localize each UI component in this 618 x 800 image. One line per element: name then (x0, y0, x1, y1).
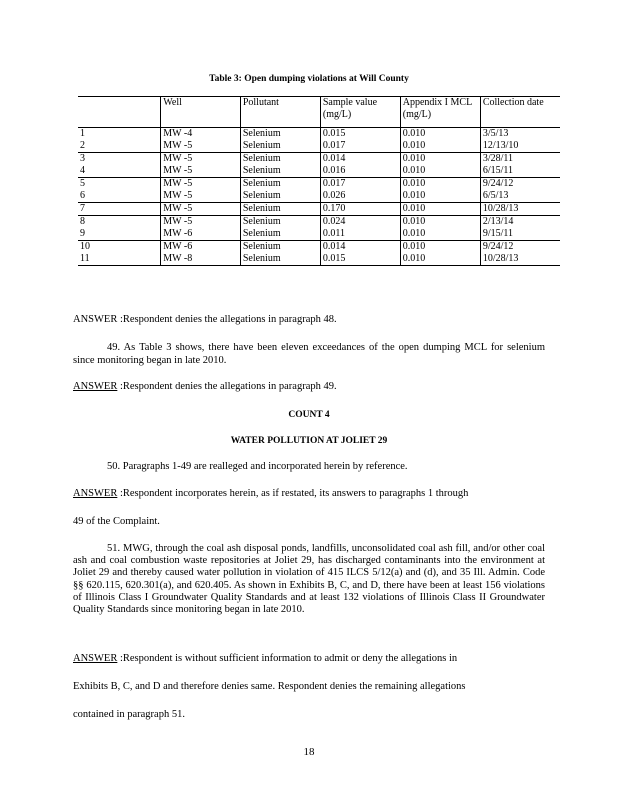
table-cell: 7 (78, 203, 161, 216)
table-cell: 5 (80, 178, 85, 189)
table-cell: 0.017 (320, 140, 400, 153)
table-cell: 0.010 (400, 153, 480, 166)
table-cell: MW -5 (161, 165, 241, 178)
table-cell: 3/5/13 (480, 128, 560, 141)
table-row (78, 216, 560, 229)
table-cell: 6 (78, 190, 161, 203)
table-row (78, 165, 560, 178)
paragraph-50: 50. Paragraphs 1-49 are realleged and incorporated herein by reference. (107, 461, 408, 472)
table-cell: MW -5 (161, 178, 241, 191)
table-cell: 10/28/13 (480, 253, 560, 266)
table-row (78, 178, 560, 191)
table-cell: 0.011 (320, 228, 400, 241)
table-cell: 0.014 (320, 153, 400, 166)
table-cell: Selenium (240, 128, 320, 141)
table-cell: MW -5 (161, 203, 241, 216)
count-heading: COUNT 4 (288, 410, 330, 420)
table-cell: 0.015 (320, 253, 400, 266)
table-cell: 0.010 (400, 241, 480, 254)
table-row (78, 128, 560, 141)
paragraph-51: 51. MWG, through the coal ash disposal ponds, landfills, unconsolidated coal ash fill, and/or other coal ash and coal combustion waste repositories at Joliet 29, has discharged contaminants into the environment at Joliet 29 and thereby caused water pollution in violation of 415 ILCS 5/12(a) and (d), and 35 Ill. Admin. Code §§ 620.115, 620.301(a), and 620.405. As shown in Exhibits B, C, and D, there have been at least 156 violations of Illinois Class I Groundwater Quality Standards and at least 132 violations of Illinois Class II Groundwater Quality Standards since monitoring began in late 2010. (73, 543, 545, 616)
table-cell: 0.010 (400, 253, 480, 266)
table-cell: 6/5/13 (480, 190, 560, 203)
table-cell: 0.010 (400, 203, 480, 216)
table-cell: MW -6 (161, 241, 241, 254)
answer-text: :Respondent is without sufficient information to admit or deny the allegations in (119, 653, 458, 664)
table-cell: 0.026 (320, 190, 400, 203)
answer-48 (73, 313, 545, 326)
table-cell: MW -4 (161, 128, 241, 141)
answer-51-line-2: Exhibits B, C, and D and therefore denies same. Respondent denies the remaining allegations (73, 681, 466, 692)
table-cell: 11 (78, 253, 161, 266)
table-row (78, 228, 560, 241)
table-cell: 9/24/12 (480, 178, 560, 191)
table-cell: 0.010 (400, 190, 480, 203)
table-cell: Selenium (240, 165, 320, 178)
table-cell: 2 (78, 140, 161, 153)
table-cell: Selenium (240, 190, 320, 203)
table-cell: 6/15/11 (480, 165, 560, 178)
table-cell: 0.010 (400, 216, 480, 229)
table-cell: 4 (78, 165, 161, 178)
table-cell: 0.010 (400, 140, 480, 153)
table-cell: MW -5 (161, 216, 241, 229)
table-cell: 0.014 (320, 241, 400, 254)
table-header-cell: Collection date (480, 97, 560, 128)
answer-text: :Respondent incorporates herein, as if restated, its answers to paragraphs 1 through (119, 488, 469, 499)
table-cell: 0.015 (320, 128, 400, 141)
table-cell: 8 (80, 216, 85, 227)
table-cell: Selenium (240, 178, 320, 191)
table-cell: 0.010 (400, 165, 480, 178)
table-row (78, 241, 560, 254)
table-cell: MW -5 (161, 153, 241, 166)
answer-text: :Respondent denies the allegations in paragraph 48. (119, 314, 337, 325)
answer-label: ANSWER (73, 488, 118, 499)
table-cell: 9/15/11 (480, 228, 560, 241)
table-header-cell: Sample value (mg/L) (320, 97, 400, 128)
table-cell: 0.010 (400, 128, 480, 141)
table-cell: 10/28/13 (480, 203, 560, 216)
table-cell: Selenium (240, 253, 320, 266)
violations-table (78, 96, 560, 266)
table-cell: MW -8 (161, 253, 241, 266)
answer-label: ANSWER (73, 314, 118, 325)
table-header-cell: Appendix I MCL (mg/L) (400, 97, 480, 128)
paragraph-49: 49. As Table 3 shows, there have been eleven exceedances of the open dumping MCL for selenium since monitoring began in late 2010. (73, 342, 545, 367)
answer-51-line-3: contained in paragraph 51. (73, 709, 185, 720)
table-header-cell (78, 97, 161, 128)
table-row (78, 253, 560, 266)
answer-text: :Respondent denies the allegations in paragraph 49. (119, 381, 337, 392)
table-cell: Selenium (240, 203, 320, 216)
table-cell: Selenium (240, 228, 320, 241)
table-cell: 0.010 (400, 228, 480, 241)
page-number: 18 (303, 746, 315, 758)
table-cell: 0.170 (320, 203, 400, 216)
table-cell: 0.017 (320, 178, 400, 191)
table-cell: MW -6 (161, 228, 241, 241)
table-cell: 0.016 (320, 165, 400, 178)
table-row (78, 203, 560, 216)
table-cell: 10 (80, 241, 90, 252)
table-row (78, 140, 560, 153)
table-cell: 0.024 (320, 216, 400, 229)
table-header-cell: Pollutant (240, 97, 320, 128)
table-cell: Selenium (240, 153, 320, 166)
table-cell: 0.010 (400, 178, 480, 191)
table-row (78, 190, 560, 203)
table-cell: 1 (80, 128, 85, 139)
table-cell: 12/13/10 (480, 140, 560, 153)
table-header-row (78, 97, 560, 128)
table-title: Table 3: Open dumping violations at Will County (209, 74, 409, 84)
table-cell: MW -5 (161, 190, 241, 203)
table-cell: 3/28/11 (480, 153, 560, 166)
answer-label: ANSWER (73, 381, 118, 392)
table-header-cell: Well (161, 97, 241, 128)
table-cell: 2/13/14 (480, 216, 560, 229)
table-cell: 3 (80, 153, 85, 164)
table-cell: Selenium (240, 140, 320, 153)
table-cell: Selenium (240, 216, 320, 229)
answer-label: ANSWER (73, 653, 118, 664)
answer-49 (73, 380, 545, 393)
answer-50 (73, 487, 545, 500)
count-subheading: WATER POLLUTION AT JOLIET 29 (230, 436, 388, 446)
table-cell: MW -5 (161, 140, 241, 153)
table-cell: Selenium (240, 241, 320, 254)
table-cell: 9 (78, 228, 161, 241)
answer-50-continued: 49 of the Complaint. (73, 516, 160, 527)
table-row (78, 153, 560, 166)
answer-51 (73, 652, 545, 665)
table-cell: 9/24/12 (480, 241, 560, 254)
